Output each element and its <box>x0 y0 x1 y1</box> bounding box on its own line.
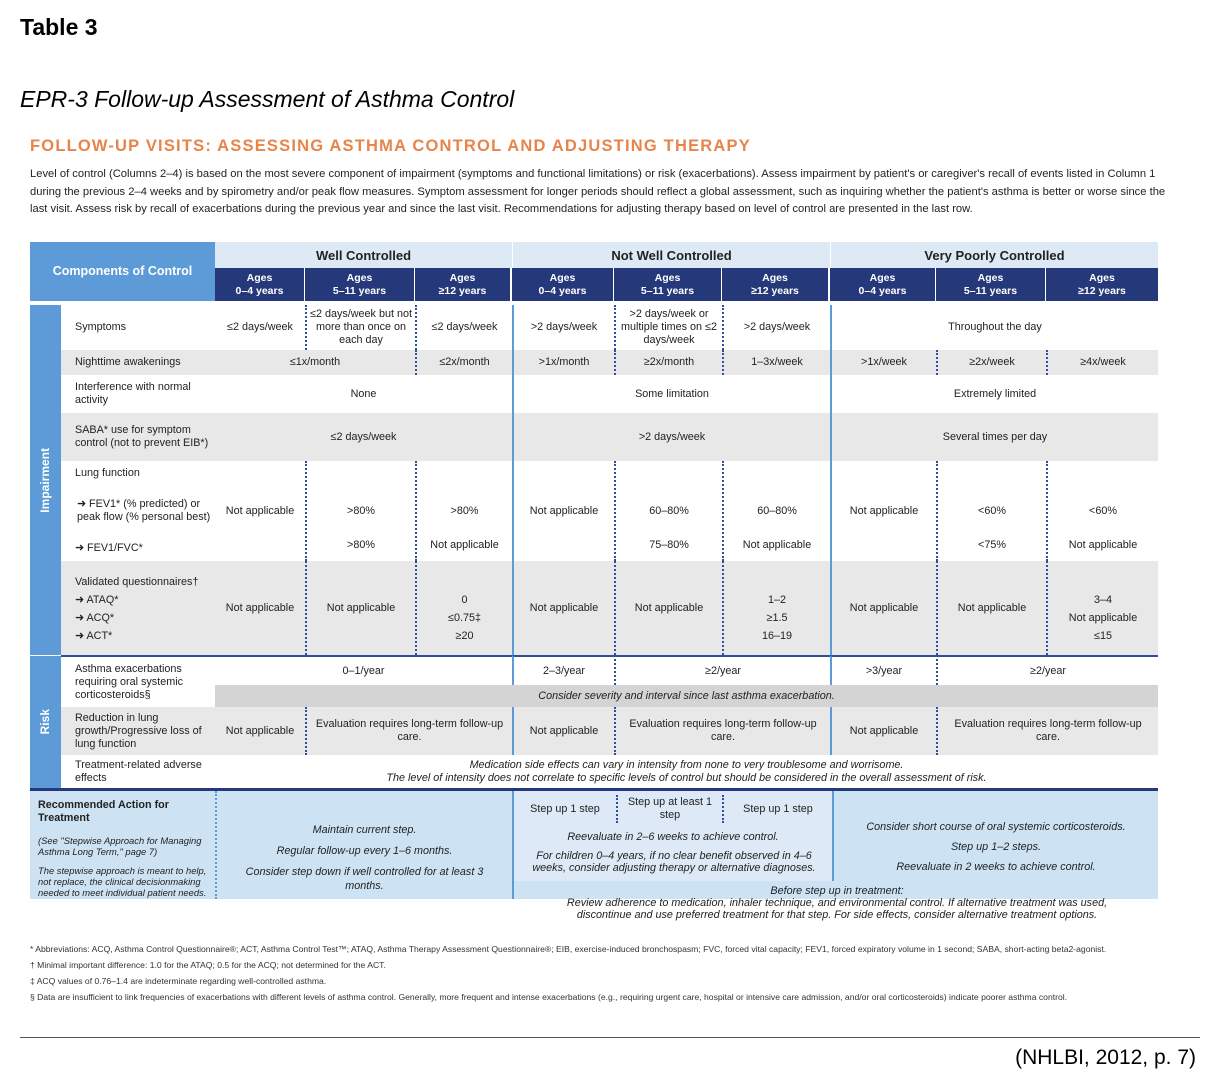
row-label-adverse: Treatment-related adverse effects <box>61 755 215 788</box>
cell: 1–3x/week <box>722 350 830 375</box>
well-controlled-action: Maintain current step. Regular follow-up every 1–6 months. Consider step down if well controlled for at least 3 months. <box>215 791 512 899</box>
row-label-reduction: Reduction in lung growth/Progressive loss of lung function <box>61 707 215 755</box>
footnote: * Abbreviations: ACQ, Asthma Control Questionnaire®; ACT, Asthma Control Test™; ATAQ, Asthma Therapy Assessment Questionnaire®; EIB, exercise-induced bronchospasm; FVC, forced vital capacity; FEV1, forced expiratory volume in 1 second; SABA, short-acting beta2-agonist. <box>30 944 1107 954</box>
cell: Evaluation requires long-term follow-up care. <box>305 707 512 755</box>
nw-children: For children 0–4 years, if no clear benefit observed in 4–6 weeks, consider adjusting therapy or alternative diagnoses. <box>532 850 816 874</box>
row-label-lung-function: Lung function ➜ FEV1* (% predicted) or peak flow (% personal best) ➜ FEV1/FVC* <box>61 461 215 561</box>
cell: ≥2x/month <box>614 350 722 375</box>
age-header: Ages ≥12 years <box>722 268 830 301</box>
very-poorly-controlled-header: Very Poorly Controlled <box>830 242 1158 268</box>
cell: Not applicable <box>512 461 614 561</box>
cell: Extremely limited <box>830 375 1158 413</box>
cell: >2 days/week or multiple times on ≤2 days/week <box>614 305 722 350</box>
cell: Not applicable <box>305 561 415 655</box>
risk-side-label: Risk <box>30 655 61 788</box>
cell: None <box>215 375 512 413</box>
cell: Not applicable <box>830 707 936 755</box>
cell: Some limitation <box>512 375 830 413</box>
cell: Not applicable <box>215 707 305 755</box>
impairment-side-label: Impairment <box>30 305 61 655</box>
age-header: Ages 5–11 years <box>305 268 415 301</box>
divider <box>20 1037 1200 1038</box>
recommended-action-label: Recommended Action for Treatment (See "Stepwise Approach for Managing Asthma Long Term," page 7) The stepwise approach is meant to help, not replace, the clinical decisionmaking needed to meet individual patient needs. <box>30 791 215 899</box>
cell: ≥4x/week <box>1046 350 1158 375</box>
cell: >2 days/week <box>512 305 614 350</box>
cell: Evaluation requires long-term follow-up care. <box>614 707 830 755</box>
before-step-up: Before step up in treatment: Review adherence to medication, inhaler technique, and environmental control. If alternative treatment was used, discontinue and use preferred treatment for that step. For side effects, consider alternative treatment options. <box>566 885 1108 921</box>
components-header: Components of Control <box>30 242 215 301</box>
figure-heading: FOLLOW-UP VISITS: ASSESSING ASTHMA CONTROL AND ADJUSTING THERAPY <box>30 137 751 155</box>
cell: ≤2 days/week <box>215 305 305 350</box>
cell: ≤2 days/week <box>415 305 512 350</box>
cell: >1x/week <box>830 350 936 375</box>
cell: Not applicable <box>830 461 936 561</box>
age-header: Ages ≥12 years <box>415 268 512 301</box>
row-label-exacerbations: Asthma exacerbations requiring oral systemic corticosteroids§ <box>61 655 215 707</box>
cell: 0–1/year <box>215 655 512 685</box>
adverse-note: Medication side effects can vary in intensity from none to very troublesome and worrisome. The level of intensity does not correlate to specific levels of control but should be considered in the overall assessment of risk. <box>215 755 1158 788</box>
cell: Not applicable <box>512 561 614 655</box>
cell: Not applicable <box>830 561 936 655</box>
age-header: Ages 0–4 years <box>215 268 305 301</box>
table-label: Table 3 <box>20 14 98 40</box>
cell: ≤2 days/week but not more than once on each day <box>305 305 415 350</box>
step-up-cell: Step up 1 step <box>530 802 600 815</box>
well-controlled-header: Well Controlled <box>215 242 512 268</box>
age-header: Ages 0–4 years <box>512 268 614 301</box>
cell: 2–3/year <box>512 655 614 685</box>
cell: Not applicable <box>936 561 1046 655</box>
row-label-interference: Interference with normal activity <box>61 375 215 413</box>
footnote: † Minimal important difference: 1.0 for the ATAQ; 0.5 for the ACQ; not determined for the ACT. <box>30 960 386 970</box>
cell: ≤1x/month <box>215 350 415 375</box>
age-header: Ages 5–11 years <box>936 268 1046 301</box>
cell: ≤2x/month <box>415 350 512 375</box>
footnotes <box>30 944 1170 1008</box>
age-header: Ages ≥12 years <box>1046 268 1158 301</box>
step-up-cell: Step up 1 step <box>743 802 813 815</box>
age-header: Ages 0–4 years <box>830 268 936 301</box>
cell: Not applicable <box>614 561 722 655</box>
cell: ≤2 days/week <box>215 413 512 461</box>
row-label-questionnaires: Validated questionnaires† ➜ ATAQ* ➜ ACQ* ➜ ACT* <box>61 561 215 655</box>
exacerbation-note: Consider severity and interval since last asthma exacerbation. <box>215 685 1158 707</box>
cell: ≥2x/week <box>936 350 1046 375</box>
asthma-control-table: Components of Control Well Controlled Not Well Controlled Very Poorly Controlled Ages 0–4 years Ages 5–11 years Ages ≥12 years Ages 0–4 years Ages 5–11 years Ages ≥12 years Ages 0–4 years Ages 5–11 years Ages ≥12 years Impairment Risk Symptoms ≤2 days/week ≤2 days/week but not more than once on each day ≤2 days/week >2 days/week >2 days/week or multiple times on ≤2 days/week >2 days/week Throughout the day Nighttime awakenings ≤1x/month ≤2x/month >1x/month ≥2x/month 1–3x/week >1x/week ≥2x/week ≥4x/week Interference with normal activity None Some limitation Extremely limited SABA* use for symptom control (not to prevent EIB*) ≤2 days/week >2 days/week Several times per day Lung function ➜ FEV1* (% predicted) or peak flow (% personal best) ➜ FEV1/FVC* Not applicable >80% >80% >80% Not applicable Not applicable 60–80% 75–80% 60–80% Not applicable Not applicable <60% <75% <60% Not applicable Validated questionnaires† ➜ ATAQ* ➜ ACQ* ➜ ACT* Not applicable Not applicable 0 ≤0.75‡ ≥20 Not applicable Not applicable 1–2 ≥1.5 16–19 Not applicable Not applicable 3–4 Not applicable ≤15 Asthma exacerbations requiring oral systemic corticosteroids§ 0–1/year 2–3/year ≥2/year >3/year ≥2/year Consider severity and interval since last asthma exacerbation. Reduction in lung growth/Progressive loss of lung function Not applicable Evaluation requires long-term follow-up care. Not applicable Evaluation requires long-term follow-up care. Not applicable Evaluation requires long-term follow-up care. Treatment-related adverse effects Medication side effects can vary in intensity from none to very troublesome and worrisome. The level of intensity does not correlate to specific levels of control but should be considered in the overall assessment of risk. Recommended Action for Treatment (See "Stepwise Approach for Managing Asthma Long Term," page 7) The stepwise approach is meant to help, not replace, the clinical decisionmaking needed to meet individual patient needs. Maintain current step. Regular follow-up every 1–6 months. Consider step down if well controlled for at least 3 months. Step up 1 step Step up at least 1 step Step up 1 step Reevaluate in 2–6 weeks to achieve control. For children 0–4 years, if no clear benefit observed in 4–6 weeks, consider adjusting therapy or alternative diagnoses. Consider short course of oral systemic corticosteroids. Step up 1–2 steps. Reevaluate in 2 weeks to achieve control. Before step up in treatment: Review adherence to medication, inhaler technique, and environmental control. If alternative treatment was used, discontinue and use preferred treatment for that step. For side effects, consider alternative treatment options. <box>30 242 1168 936</box>
citation: (NHLBI, 2012, p. 7) <box>1015 1046 1196 1069</box>
row-label-symptoms: Symptoms <box>61 305 215 350</box>
document-title: EPR-3 Follow-up Assessment of Asthma Control <box>20 86 515 112</box>
cell: Evaluation requires long-term follow-up care. <box>936 707 1158 755</box>
intro-paragraph: Level of control (Columns 2–4) is based on the most severe component of impairment (symptoms and functional limitations) or risk (exacerbations). Assess impairment by patient's or caregiver's recall of events listed in Column 1 during the previous 2–4 weeks and by spirometry and/or peak flow measures. Symptom assessment for longer periods should reflect a global assessment, such as inquiring whether the patient's asthma is better or worse since the last visit. Assess risk by recall of exacerbations during the previous year and since the last visit. Recommendations for adjusting therapy based on level of control are presented in the last row. <box>30 168 1166 215</box>
footnote: § Data are insufficient to link frequencies of exacerbations with different levels of asthma control. Generally, more frequent and intense exacerbations (e.g., requiring urgent care, hospital or intensive care admission, and/or oral corticosteroids) indicate poorer asthma control. <box>30 992 1068 1002</box>
age-header: Ages 5–11 years <box>614 268 722 301</box>
very-poor-action: Consider short course of oral systemic corticosteroids. Step up 1–2 steps. Reevaluate in 2 weeks to achieve control. <box>866 821 1126 873</box>
nw-reevaluate: Reevaluate in 2–6 weeks to achieve control. <box>567 831 779 843</box>
action-panel <box>512 791 1158 921</box>
cell: Throughout the day <box>830 305 1158 350</box>
cell: Not applicable <box>215 561 305 655</box>
row-label-saba: SABA* use for symptom control (not to prevent EIB*) <box>61 413 215 461</box>
cell: >1x/month <box>512 350 614 375</box>
cell: ≥2/year <box>936 655 1158 685</box>
cell: >2 days/week <box>512 413 830 461</box>
cell: Several times per day <box>830 413 1158 461</box>
not-well-controlled-header: Not Well Controlled <box>512 242 830 268</box>
row-label-nighttime: Nighttime awakenings <box>61 350 215 375</box>
cell: Not applicable <box>215 461 305 561</box>
cell: >2 days/week <box>722 305 830 350</box>
step-up-cell: Step up at least 1 step <box>616 795 724 823</box>
cell: Not applicable <box>512 707 614 755</box>
cell: ≥2/year <box>614 655 830 685</box>
cell: >3/year <box>830 655 936 685</box>
footnote: ‡ ACQ values of 0.76–1.4 are indeterminate regarding well-controlled asthma. <box>30 976 327 986</box>
